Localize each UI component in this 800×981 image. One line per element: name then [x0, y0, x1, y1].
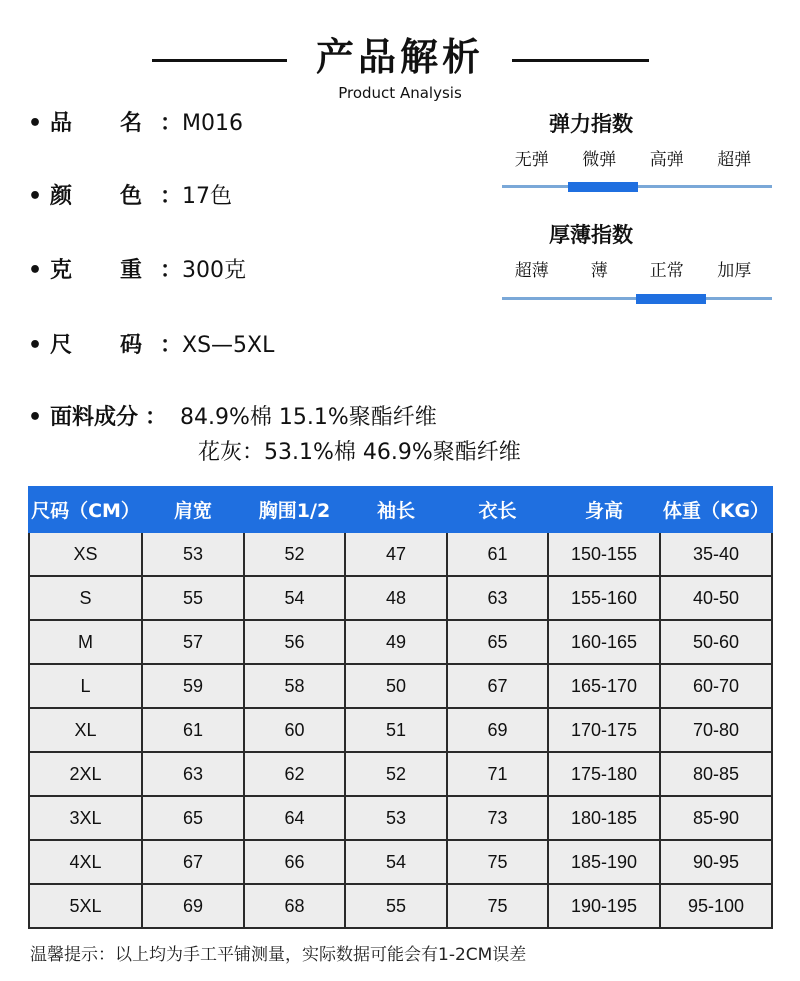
table-cell: 62 [244, 752, 345, 796]
table-cell: 85-90 [660, 796, 772, 840]
table-cell: 50 [345, 664, 447, 708]
table-cell: 51 [345, 708, 447, 752]
table-cell: 54 [244, 576, 345, 620]
spec-row-size: • 尺 码 ：XS—5XL [28, 331, 274, 361]
table-cell: 5XL [29, 884, 142, 928]
measurement-note: 温馨提示：以上均为手工平铺测量，实际数据可能会有1-2CM误差 [30, 945, 527, 965]
bullet: • [28, 405, 43, 430]
table-cell: 65 [142, 796, 244, 840]
table-cell: 150-155 [548, 532, 660, 576]
table-cell: 69 [142, 884, 244, 928]
table-cell: 47 [345, 532, 447, 576]
table-row [29, 664, 772, 708]
table-cell: 61 [447, 532, 548, 576]
table-cell: 175-180 [548, 752, 660, 796]
table-cell: S [29, 576, 142, 620]
spec-value: 17色 [182, 184, 232, 209]
fabric-label: 面料成分 [50, 405, 139, 430]
table-cell: 40-50 [660, 576, 772, 620]
table-row [29, 884, 772, 928]
table-row [29, 796, 772, 840]
elasticity-title: 弹力指数 [549, 112, 633, 136]
table-cell: 170-175 [548, 708, 660, 752]
table-header-row [29, 487, 772, 532]
table-cell: 66 [244, 840, 345, 884]
page-subtitle: Product Analysis [338, 84, 462, 102]
table-cell: 54 [345, 840, 447, 884]
table-cell: 59 [142, 664, 244, 708]
table-cell: XL [29, 708, 142, 752]
spec-row-weight: • 克 重 ：300克 [28, 256, 246, 286]
thickness-option: 超薄 [514, 261, 549, 281]
elasticity-option: 超弹 [717, 150, 752, 170]
elasticity-option: 高弹 [649, 150, 684, 170]
table-cell: 63 [142, 752, 244, 796]
table-cell: 61 [142, 708, 244, 752]
table-cell: 160-165 [548, 620, 660, 664]
bullet: • [28, 111, 43, 136]
spec-value: M016 [182, 111, 243, 136]
table-cell: 4XL [29, 840, 142, 884]
elasticity-indicator [568, 182, 638, 192]
fabric-line-1: 84.9%棉 15.1%聚酯纤维 [180, 405, 437, 430]
table-cell: 67 [447, 664, 548, 708]
spec-value: XS—5XL [182, 333, 275, 358]
table-cell: 55 [142, 576, 244, 620]
table-row [29, 752, 772, 796]
table-row [29, 620, 772, 664]
table-cell: 60 [244, 708, 345, 752]
page-title: 产品解析 [315, 35, 484, 79]
spec-row-color: • 颜 色 ：17色 [28, 182, 232, 212]
table-cell: 60-70 [660, 664, 772, 708]
table-cell: 75 [447, 840, 548, 884]
table-cell: 73 [447, 796, 548, 840]
table-header-cell: 尺码（CM） [29, 487, 142, 532]
table-cell: 58 [244, 664, 345, 708]
table-header-cell: 体重（KG） [660, 487, 772, 532]
table-cell: 57 [142, 620, 244, 664]
elasticity-options [498, 149, 768, 171]
table-cell: 190-195 [548, 884, 660, 928]
thickness-option: 加厚 [717, 261, 752, 281]
table-cell: XS [29, 532, 142, 576]
fabric-row: • 面料成分 ： 84.9%棉 15.1%聚酯纤维 [28, 403, 437, 433]
table-cell: 180-185 [548, 796, 660, 840]
size-table [28, 486, 773, 929]
table-cell: 90-95 [660, 840, 772, 884]
thickness-options [498, 260, 768, 282]
table-cell: 56 [244, 620, 345, 664]
table-cell: 75 [447, 884, 548, 928]
table-cell: 71 [447, 752, 548, 796]
elasticity-option: 无弹 [514, 150, 549, 170]
table-cell: 155-160 [548, 576, 660, 620]
table-cell: 69 [447, 708, 548, 752]
elasticity-option: 微弹 [582, 150, 617, 170]
table-cell: 80-85 [660, 752, 772, 796]
table-cell: 55 [345, 884, 447, 928]
bullet: • [28, 333, 43, 358]
table-cell: 165-170 [548, 664, 660, 708]
table-row [29, 708, 772, 752]
table-cell: 70-80 [660, 708, 772, 752]
thickness-option: 薄 [590, 261, 608, 281]
table-cell: 2XL [29, 752, 142, 796]
table-cell: 65 [447, 620, 548, 664]
table-cell: 52 [345, 752, 447, 796]
table-cell: 68 [244, 884, 345, 928]
table-cell: L [29, 664, 142, 708]
spec-value: 300克 [182, 258, 246, 283]
table-cell: 67 [142, 840, 244, 884]
bullet: • [28, 258, 43, 283]
table-header-cell: 衣长 [447, 487, 548, 532]
table-row [29, 840, 772, 884]
table-cell: 49 [345, 620, 447, 664]
table-header-cell: 身高 [548, 487, 660, 532]
table-cell: 95-100 [660, 884, 772, 928]
thickness-title: 厚薄指数 [549, 223, 633, 247]
spec-label: 品 名 [50, 111, 143, 136]
fabric-line-2: 花灰：53.1%棉 46.9%聚酯纤维 [198, 440, 521, 465]
table-header-cell: 肩宽 [142, 487, 244, 532]
spec-label: 克 重 [50, 258, 143, 283]
table-header-cell: 胸围1/2 [244, 487, 345, 532]
table-cell: 185-190 [548, 840, 660, 884]
thickness-indicator [636, 294, 706, 304]
table-cell: 63 [447, 576, 548, 620]
table-cell: M [29, 620, 142, 664]
spec-label: 颜 色 [50, 184, 143, 209]
table-cell: 35-40 [660, 532, 772, 576]
table-cell: 64 [244, 796, 345, 840]
spec-row-name: • 品 名 ：M016 [28, 109, 243, 139]
table-cell: 53 [345, 796, 447, 840]
table-row [29, 532, 772, 576]
table-row [29, 576, 772, 620]
table-header-cell: 袖长 [345, 487, 447, 532]
table-cell: 50-60 [660, 620, 772, 664]
table-cell: 48 [345, 576, 447, 620]
table-cell: 3XL [29, 796, 142, 840]
thickness-option: 正常 [649, 261, 684, 281]
table-cell: 53 [142, 532, 244, 576]
bullet: • [28, 184, 43, 209]
table-cell: 52 [244, 532, 345, 576]
spec-label: 尺 码 [50, 333, 143, 358]
